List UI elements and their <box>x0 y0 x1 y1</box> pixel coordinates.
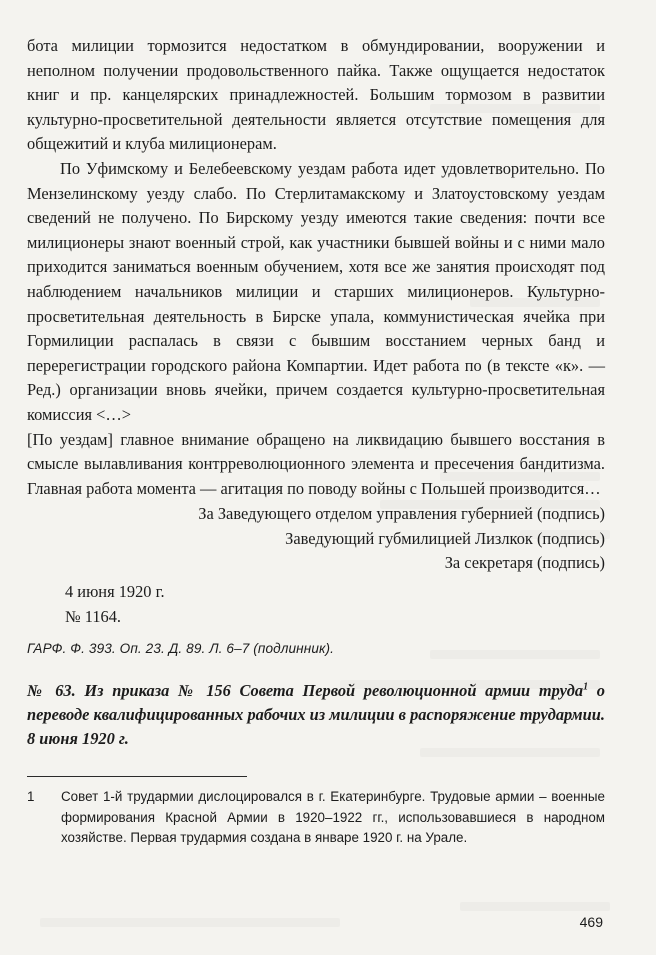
heading-description-part: о переводе квалифицированных рабочих из милиции в распоряжение трудармии. 8 июня 1920 г. <box>27 681 605 749</box>
document-number: № 1164. <box>65 606 122 626</box>
date-number-block <box>65 580 605 629</box>
footnote-number: 1 <box>27 789 35 805</box>
footnote-separator <box>27 776 247 777</box>
heading-title-part: № 63. Из приказа № 156 Совета Первой революционной армии труда <box>27 681 584 701</box>
next-document-heading <box>27 679 605 751</box>
signature-deputy-head: За Заведующего отделом управления губернией (подпись) <box>198 504 605 524</box>
signature-militia-head: Заведующий губмилицией Лизлкок (подпись) <box>285 528 605 548</box>
heading-footnote-mark: 1 <box>583 681 589 693</box>
signature-secretary: За секретаря (подпись) <box>444 553 605 573</box>
paragraph-uprising-liquidation: [По уездам] главное внимание обращено на ликвидацию бывшего восстания в смысле вылавливания контрреволюционного элемента и пресечения бандитизма. Главная работа момента — агитация по поводу войны с Польшей производится… <box>27 429 605 498</box>
document-date: 4 июня 1920 г. <box>65 582 165 602</box>
paragraph-continuation: бота милиции тормозится недостатком в обмундировании, вооружении и неполном получении продовольственного пайка. Также ощущается недостаток книг и пр. канцелярских принадлежностей. Большим тормозом в развитии культурно-просветительной деятельности является отсутствие помещения для общежитий и клуба милиционерам. <box>27 36 605 154</box>
source-citation: ГАРФ. Ф. 393. Оп. 23. Д. 89. Л. 6–7 (подлинник). <box>27 641 335 657</box>
paragraph-uezd-report: По Уфимскому и Белебеевскому уездам работа идет удовлетворительно. По Мензелинскому уезду слабо. По Стерлитамакскому и Златоустовскому уездам сведений не получено. По Бирскому уезду имеются такие сведения: почти все милиционеры знают военный строй, как участники бывшей войны и с ними мало приходится заниматься военным обучением, хотя все же занятия происходят под наблюдением начальников милиции и старших милиционеров. Культурно-просветительная деятельность в Бирске упала, коммунистическая ячейка при Гормилиции распалась в связи с бывшим восстанием черных банд и перерегистрации городского района Компартии. Идет работа по (в тексте «к». — Ред.) организации вновь ячейки, причем создается культурно-просветительная комиссия <…> <box>27 158 605 424</box>
footnote-text: Совет 1-й трудармии дислоцировался в г. Екатеринбурге. Трудовые армии – военные формирования Красной Армии в 1920–1922 гг., использовавшиеся в народном хозяйстве. Первая трудармия создана в январе 1920 г. на Урале. <box>61 789 605 846</box>
page-number: 469 <box>579 914 603 930</box>
document-page <box>27 34 605 849</box>
footnote <box>27 787 605 849</box>
